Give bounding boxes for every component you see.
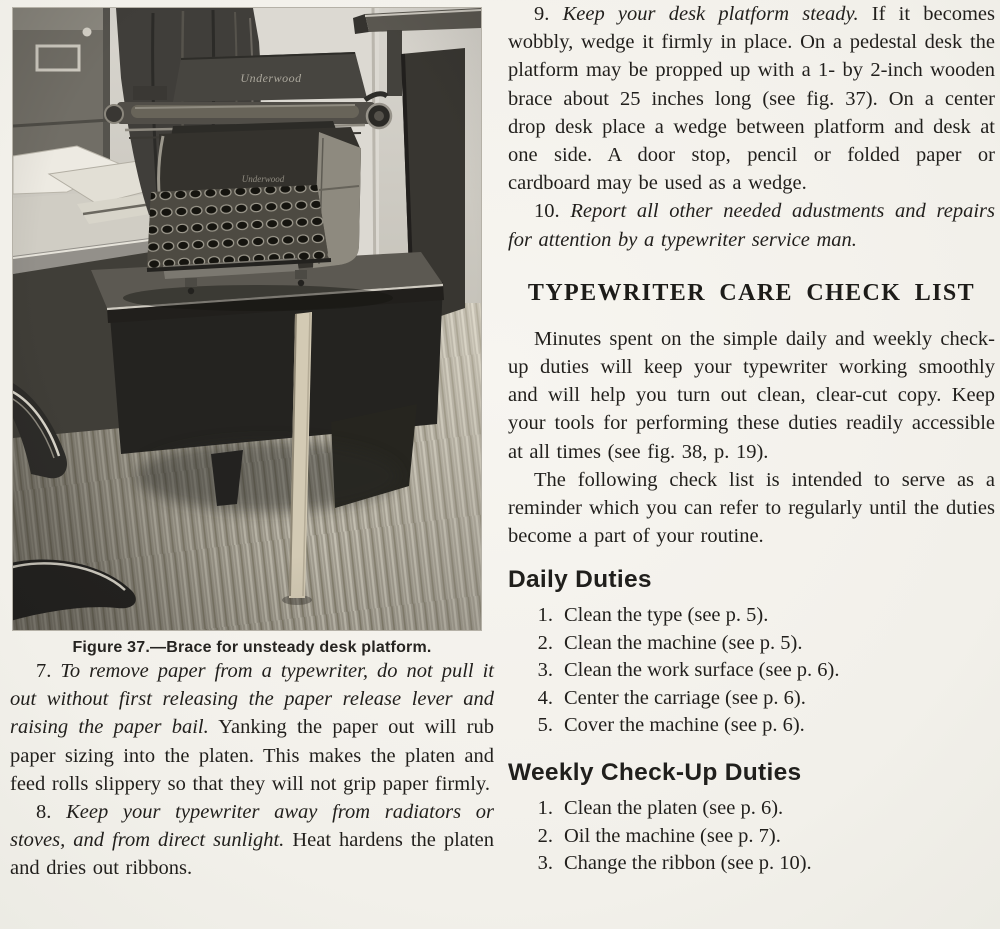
checklist-item — [508, 712, 995, 739]
item-text: Center the carriage (see p. 6). — [564, 686, 806, 709]
paragraph-lead: Keep your desk platform steady. — [562, 3, 859, 25]
paragraph-number: 7. — [36, 660, 52, 682]
item-text: Clean the work surface (see p. 6). — [564, 659, 840, 682]
item-number: 5. — [537, 714, 553, 737]
item-text: Clean the machine (see p. 5). — [564, 631, 803, 654]
paragraph-number: 8. — [36, 801, 52, 824]
item-text: Cover the machine (see p. 6). — [564, 714, 805, 737]
checklist-item — [508, 795, 995, 822]
paragraph-rest: If it becomes wobbly, wedge it firmly in place. On a pedestal desk the platform may be propped up with a 1- by 2-inch wooden brace about 25 inches long (see fig. 37). On a center drop desk place a wedge between platform and desk at one side. A door stop, pencil or folded paper or cardboard may be used as a wedge. — [508, 3, 995, 195]
figure-photo — [13, 8, 481, 630]
item-number: 3. — [537, 659, 553, 682]
paragraph-lead: To remove paper from a typewriter, do not pull it out without first releasing the paper release lever and raising the paper bail. — [10, 660, 494, 739]
paragraph-10 — [508, 197, 995, 253]
photo-vignette — [13, 8, 481, 630]
typewriter-photo-illustration — [13, 8, 481, 630]
paragraph-lead: Report all other needed adustments and repairs for attention by a typewriter service man. — [508, 200, 995, 251]
paragraph-rest: Yanking the paper out will rub paper sizing into the platen. This makes the platen and feed rolls slippery so that they will not grip paper firmly. — [10, 716, 495, 795]
paragraph-7 — [10, 657, 494, 798]
item-number: 2. — [537, 631, 553, 654]
figure-caption: Figure 37.—Brace for unsteady desk platform. — [72, 639, 432, 656]
paragraph-lead: Keep your typewriter away from radiators or stoves, and from direct sunlight. — [10, 801, 494, 852]
subheading-weekly-duties: Weekly Check-Up Duties — [508, 759, 802, 787]
item-text: Clean the platen (see p. 6). — [564, 797, 784, 820]
item-text: Clean the type (see p. 5). — [564, 604, 769, 627]
paragraph-9 — [508, 0, 995, 197]
item-number: 3. — [537, 852, 553, 875]
checklist-item — [508, 823, 995, 850]
item-number: 2. — [537, 824, 553, 847]
left-column — [10, 0, 494, 883]
item-number: 4. — [537, 686, 553, 709]
item-text: Oil the machine (see p. 7). — [564, 824, 781, 847]
right-column — [508, 0, 995, 878]
subheading-daily-duties: Daily Duties — [508, 566, 652, 594]
daily-duties-list — [508, 602, 995, 739]
paragraph-number: 10. — [534, 200, 560, 223]
item-number: 1. — [537, 604, 553, 627]
paragraph-8 — [10, 798, 494, 883]
item-number: 1. — [537, 797, 553, 820]
checklist-item — [508, 657, 995, 684]
item-text: Change the ribbon (see p. 10). — [564, 852, 812, 875]
figure-37 — [10, 8, 494, 657]
checklist-item — [508, 685, 995, 712]
checklist-item — [508, 630, 995, 657]
paragraph-rest: Heat hardens the platen and dries out ribbons. — [10, 829, 494, 880]
weekly-duties-list — [508, 795, 995, 877]
paragraph-number: 9. — [534, 3, 550, 25]
checklist-item — [508, 850, 995, 877]
intro-paragraph-1: Minutes spent on the simple daily and weekly check-up duties will keep your typewriter working smoothly and will help you turn out clean, clear-cut copy. Keep your tools for performing these duties readily accessible at all times (see fig. 38, p. 19). — [508, 327, 995, 463]
section-heading: TYPEWRITER CARE CHECK LIST — [527, 279, 976, 306]
checklist-item — [508, 602, 995, 629]
intro-paragraph-2: The following check list is intended to serve as a reminder which you can refer to regularly until the duties become a part of your routine. — [508, 468, 995, 548]
